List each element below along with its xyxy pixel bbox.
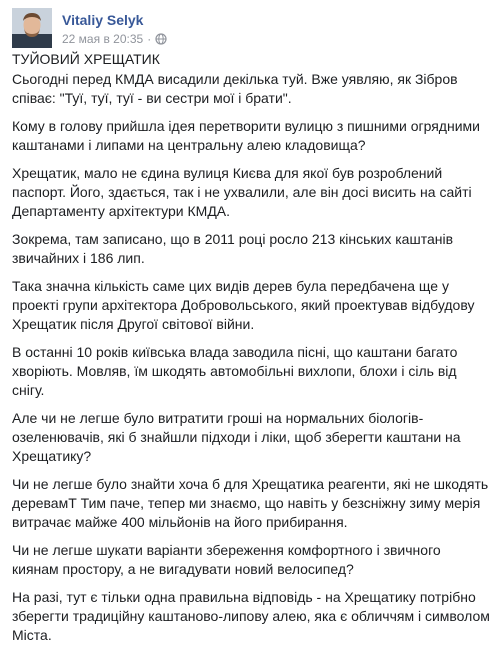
post-paragraph: Така значна кількість саме цих видів дерев була передбачена ще у проекті групи архітектора Добровольського, який проектував відбудову Хрещатик після Другої світової війни. [12, 278, 475, 332]
author-name[interactable]: Vitaliy Selyk [62, 12, 144, 28]
post-meta [62, 32, 167, 46]
globe-icon[interactable] [155, 33, 167, 45]
post-paragraph: Хрещатик, мало не єдина вулиця Києва для якої був розроблений паспорт. Його, здається, так і не ухвалили, але він досі висить на сайті Департаменту архітектури КМДА. [12, 165, 472, 219]
post-paragraph: Чи не легше шукати варіанти збереження комфортного і звичного киянам простору, а не вигадувати новий велосипед? [12, 542, 441, 577]
meta-separator: · [147, 32, 152, 46]
post-body [12, 50, 490, 654]
post-paragraph: В останні 10 років київська влада заводила пісні, що каштани багато хворіють. Мовляв, їм шкодять автомобільні вихлопи, блохи і сіль від снігу. [12, 344, 458, 398]
post-paragraph: На разі, тут є тільки одна правильна відповідь - на Хрещатику потрібно зберегти традиційну каштаново-липову алею, яка є обличчям і символом Міста. [12, 589, 490, 643]
post-paragraph: Чи не легше було знайти хоча б для Хрещатика реагенти, які не шкодять деревамТ Тим паче, тепер ми знаємо, що навіть у безсніжну зиму мерія витрачає майже 400 мільйонів на його прибирання. [12, 476, 489, 530]
post-paragraph: Кому в голову прийшла ідея перетворити вулицю з пишними огрядними каштанами і липами на центральну алею кладовища? [12, 118, 480, 153]
post-timestamp[interactable]: 22 мая в 20:35 [62, 32, 144, 46]
avatar-photo [12, 8, 52, 48]
post-paragraph: Але чи не легше було витратити гроші на нормальних біологів-озеленювачів, які б знайшли підходи і ліки, щоб зберегти каштани на Хрещатику? [12, 410, 461, 464]
post-paragraph: Сьогодні перед КМДА висадили декілька туй. Вже уявляю, як Зібров співає: "Туї, туї, туї - ви сестри мої і брати". [12, 71, 458, 106]
author-avatar[interactable] [12, 8, 52, 48]
post-paragraph: Зокрема, там записано, що в 2011 році росло 213 кінських каштанів звичайних і 186 лип. [12, 231, 454, 266]
post-header [12, 8, 488, 48]
post-title: ТУЙОВИЙ ХРЕЩАТИК [12, 51, 160, 67]
